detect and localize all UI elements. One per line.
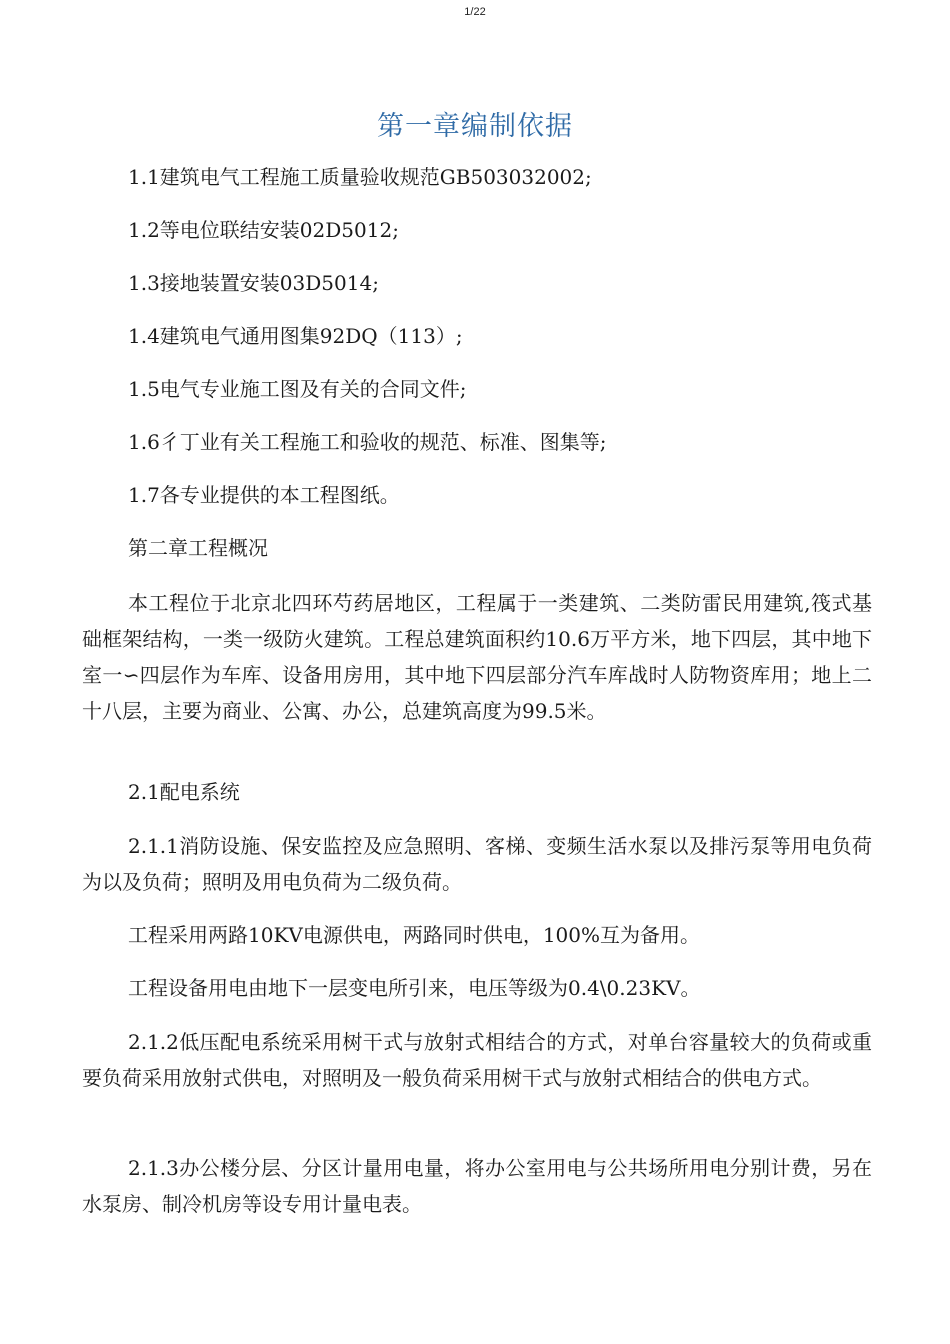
paragraph-2-1-2: 2.1.2低压配电系统采用树干式与放射式相结合的方式，对单台容量较大的负荷或重要负荷采用放射式供电，对照明及一般负荷采用树干式与放射式相结合的供电方式。 xyxy=(82,1030,872,1090)
paragraph-2-1-1: 2.1.1消防设施、保安监控及应急照明、客梯、变频生活水泵以及排污泵等用电负荷为以及负荷；照明及用电负荷为二级负荷。 xyxy=(82,834,872,894)
paragraph-power-supply: 工程采用两路10KV电源供电，两路同时供电，100%互为备用。 xyxy=(128,923,701,947)
overview-paragraph: 本工程位于北京北四环芍药居地区，工程属于一类建筑、二类防雷民用建筑,筏式基础框架结构，一类一级防火建筑。工程总建筑面积约10.6万平方米，地下四层，其中地下室一∽四层作为车库、设备用房用，其中地下四层部分汽车库战时人防物资库用；地上二十八层，主要为商业、公寓、办公，总建筑高度为99.5米。 xyxy=(82,591,872,723)
list-item: 1.2等电位联结安装02D5012; xyxy=(128,218,399,242)
list-item: 1.1建筑电气工程施工质量验收规范GB503032002; xyxy=(128,165,592,189)
paragraph-voltage: 工程设备用电由地下一层变电所引来，电压等级为0.4\0.23KV。 xyxy=(128,976,701,1000)
chapter-title: 第一章编制依据 xyxy=(377,111,573,142)
list-item: 1.6彳丁业有关工程施工和验收的规范、标准、图集等; xyxy=(128,430,607,454)
list-item: 1.4建筑电气通用图集92DQ（113）; xyxy=(128,324,463,348)
page-number: 1/22 xyxy=(464,6,486,18)
list-item: 1.7各专业提供的本工程图纸。 xyxy=(128,483,400,507)
paragraph-2-1-3: 2.1.3办公楼分层、分区计量用电量，将办公室用电与公共场所用电分别计费，另在水泵房、制冷机房等设专用计量电表。 xyxy=(82,1156,872,1216)
list-item: 1.3接地装置安装03D5014; xyxy=(128,271,379,295)
section-heading: 2.1配电系统 xyxy=(128,780,240,804)
list-item: 1.5电气专业施工图及有关的合同文件; xyxy=(128,377,467,401)
chapter2-heading: 第二章工程概况 xyxy=(128,536,268,560)
